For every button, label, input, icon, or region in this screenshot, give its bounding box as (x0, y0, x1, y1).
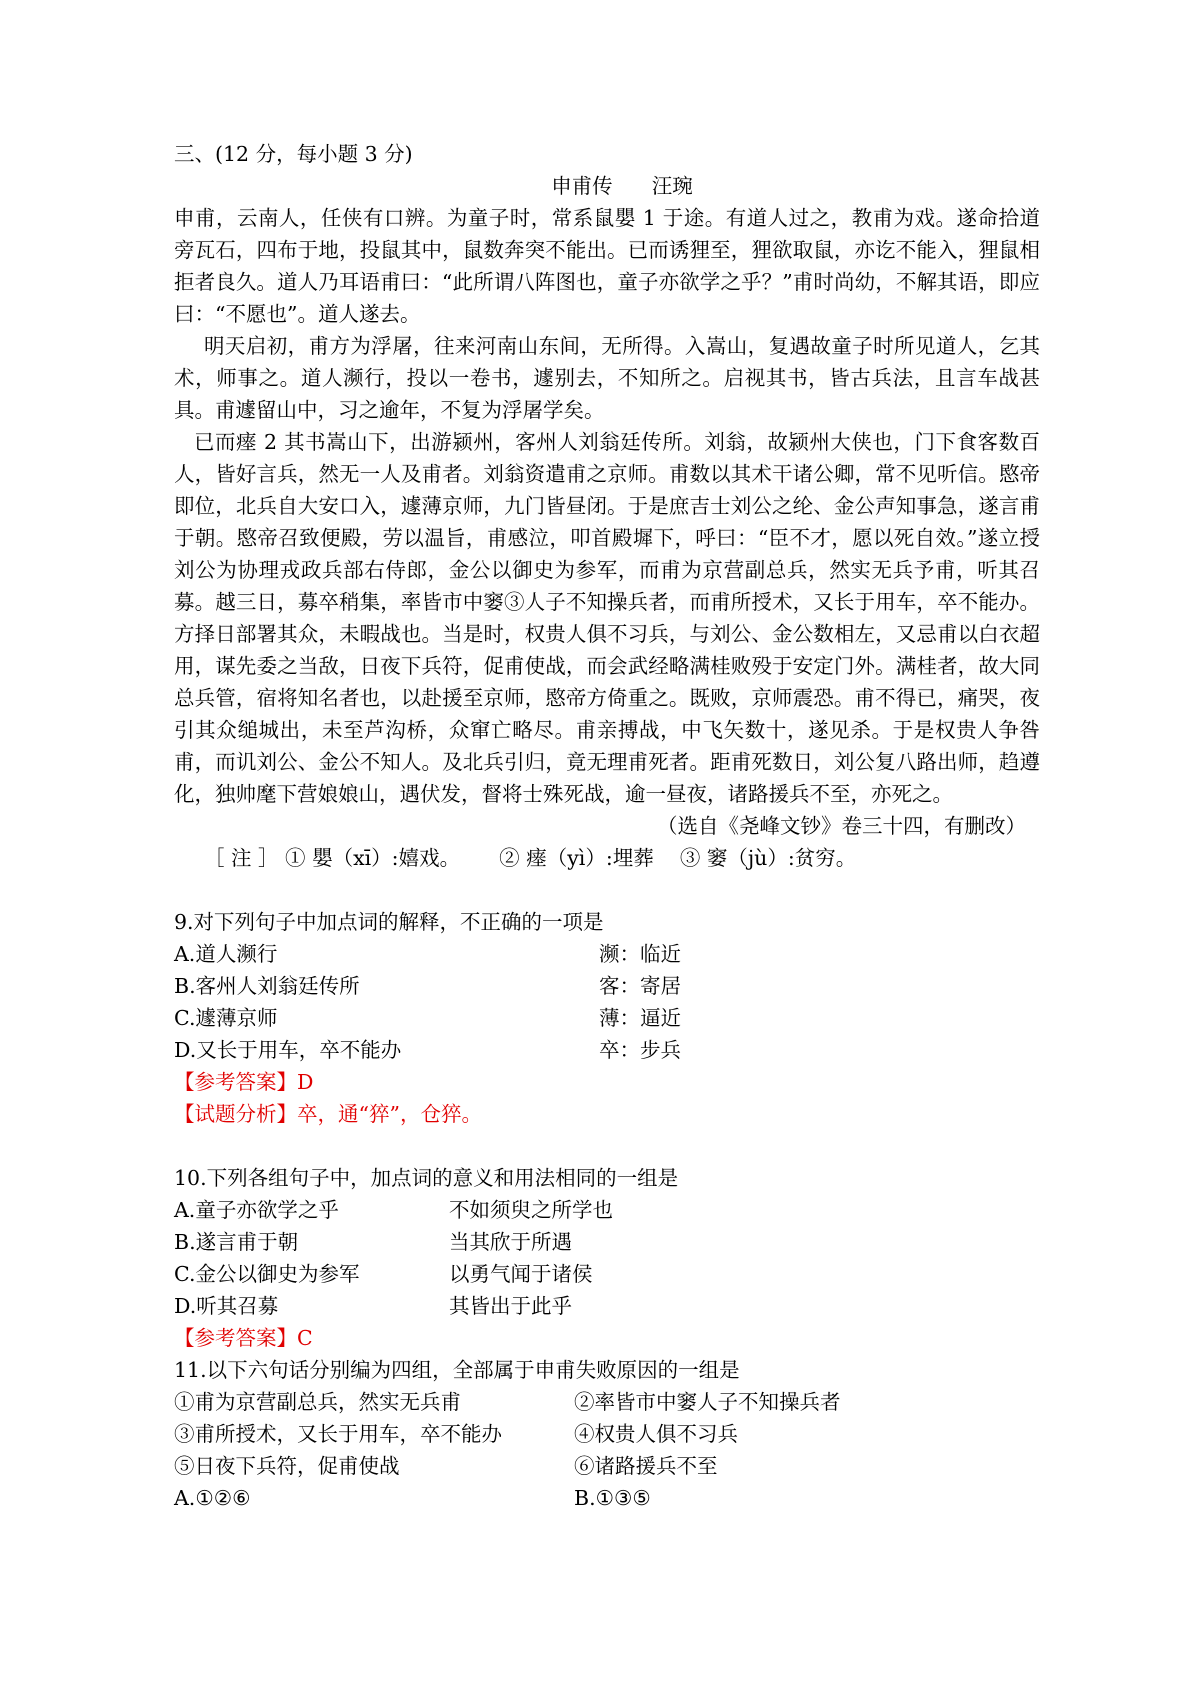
q11-item: ①甫为京营副总兵，然实无兵甫 (174, 1390, 461, 1414)
q10-option-b: 以勇气闻于诸侯 (449, 1262, 593, 1286)
passage-paragraph-3: 已而瘗 2 其书嵩山下，出游颍州，客州人刘翁廷传所。刘翁，故颍州大侠也，门下食客数百人，皆好言兵，然无一人及甫者。刘翁资遣甫之京师。甫数以其术干诸公卿，常不见听信。愍帝即位，北兵自大安口入，遽薄京师，九门皆昼闭。于是庶吉士刘公之纶、金公声知事急，遂言甫于朝。愍帝召致便殿，劳以温旨，甫感泣，叩首殿墀下，呼曰：“臣不才，愿以死自效。”遂立授刘公为协理戎政兵部右侍郎，金公以御史为参军，而甫为京营副总兵，然实无兵予甫，听其召募。越三日，募卒稍集，率皆市中窭③人子不知操兵者，而甫所授术，又长于用车，卒不能办。方择日部署其众，未暇战也。当是时，权贵人俱不习兵，与刘公、金公数相左，又忌甫以白衣超用，谋先委之当敌，日夜下兵符，促甫使战，而会武经略满桂败殁于安定门外。满桂者，故大同总兵管，宿将知名者也，以赴援至京师，愍帝方倚重之。既败，京师震恐。甫不得已，痛哭，夜引其众缒城出，未至芦沟桥，众窜亡略尽。甫亲搏战，中飞矢数十，遂见杀。于是权贵人争咎甫，而讥刘公、金公不知人。及北兵引归，竟无理甫死者。距甫死数日，刘公复八路出师，趋遵化，独帅麾下营娘娘山，遇伏发，督将士殊死战，逾一昼夜，诸路援兵不至，亦死之。 (174, 430, 1040, 806)
q11-item: ⑥诸路援兵不至 (574, 1454, 718, 1478)
q11-stem: 11.以下六句话分别编为四组，全部属于申甫失败原因的一组是 (174, 1358, 740, 1382)
q10-stem: 10.下列各组句子中，加点词的意义和用法相同的一组是 (174, 1166, 679, 1190)
q9-option (174, 970, 1040, 1002)
spacer (174, 874, 1040, 906)
q10-option-b: 不如须臾之所学也 (449, 1198, 613, 1222)
passage-paragraph-1: 申甫，云南人，任侠有口辨。为童子时，常系鼠嬰 1 于途。有道人过之，教甫为戏。遂命拾道旁瓦石，四布于地，投鼠其中，鼠数奔突不能出。已而诱狸至，狸欲取鼠，亦讫不能入，狸鼠相拒者良久。道人乃耳语甫曰：“此所谓八阵图也，童子亦欲学之乎？”甫时尚幼，不解其语，即应曰：“不愿也”。道人遂去。 (174, 206, 1040, 326)
q10-option-b: 其皆出于此乎 (449, 1294, 572, 1318)
q10-option (174, 1194, 1040, 1226)
q9-option-sentence: A.道人濒行 (174, 942, 278, 966)
q9-option-gloss: 濒：临近 (599, 942, 681, 966)
q10-option (174, 1258, 1040, 1290)
passage-notes: ［ 注 ］ ① 嬰（xī）:嬉戏。 ② 瘗（yì）:埋葬 ③ 窭（jù）:贫穷。 (204, 846, 857, 870)
q11-choice: A.①②⑥ (174, 1486, 251, 1510)
q11-item: ⑤日夜下兵符，促甫使战 (174, 1454, 400, 1478)
exam-page (174, 138, 1040, 1514)
q11-item: ③甫所授术，又长于用车，卒不能办 (174, 1422, 502, 1446)
q11-item-row (174, 1386, 1040, 1418)
q10-option-a: D.听其召募 (174, 1294, 279, 1318)
q9-option-sentence: D.又长于用车，卒不能办 (174, 1038, 402, 1062)
passage-source: （选自《尧峰文钞》卷三十四，有删改） (657, 814, 1026, 838)
q9-option-gloss: 卒：步兵 (599, 1038, 681, 1062)
section-header: 三、(12 分，每小题 3 分) (174, 142, 413, 166)
q10-answer: 【参考答案】C (174, 1326, 313, 1350)
q9-option (174, 1002, 1040, 1034)
q9-option-gloss: 薄：逼近 (599, 1006, 681, 1030)
q10-option (174, 1290, 1040, 1322)
spacer (174, 1130, 1040, 1162)
q10-option-a: B.遂言甫于朝 (174, 1230, 299, 1254)
q9-answer: 【参考答案】D (174, 1070, 314, 1094)
q11-item-row (174, 1450, 1040, 1482)
q11-choice-row (174, 1482, 1040, 1514)
q11-item-row (174, 1418, 1040, 1450)
q9-option-sentence: C.遽薄京师 (174, 1006, 278, 1030)
q10-option-a: C.金公以御史为参军 (174, 1262, 360, 1286)
q11-choice: B.①③⑤ (574, 1486, 651, 1510)
q11-item: ②率皆市中窭人子不知操兵者 (574, 1390, 841, 1414)
q9-option-sentence: B.客州人刘翁廷传所 (174, 974, 360, 998)
passage-paragraph-2: 明天启初，甫方为浮屠，往来河南山东间，无所得。入嵩山，复遇故童子时所见道人，乞其术，师事之。道人濒行，投以一卷书，遽别去，不知所之。启视其书，皆古兵法，且言车战甚具。甫遽留山中，习之逾年，不复为浮屠学矣。 (174, 334, 1040, 422)
q9-option (174, 938, 1040, 970)
q9-analysis: 【试题分析】卒，通“猝”，仓猝。 (174, 1102, 482, 1126)
q9-option (174, 1034, 1040, 1066)
q11-item: ④权贵人俱不习兵 (574, 1422, 738, 1446)
q10-option-a: A.童子亦欲学之乎 (174, 1198, 339, 1222)
q10-option (174, 1226, 1040, 1258)
passage-title: 申甫传 汪琬 (551, 174, 693, 198)
q10-option-b: 当其欣于所遇 (449, 1230, 572, 1254)
q9-stem: 9.对下列句子中加点词的解释，不正确的一项是 (174, 910, 604, 934)
q9-option-gloss: 客：寄居 (599, 974, 681, 998)
